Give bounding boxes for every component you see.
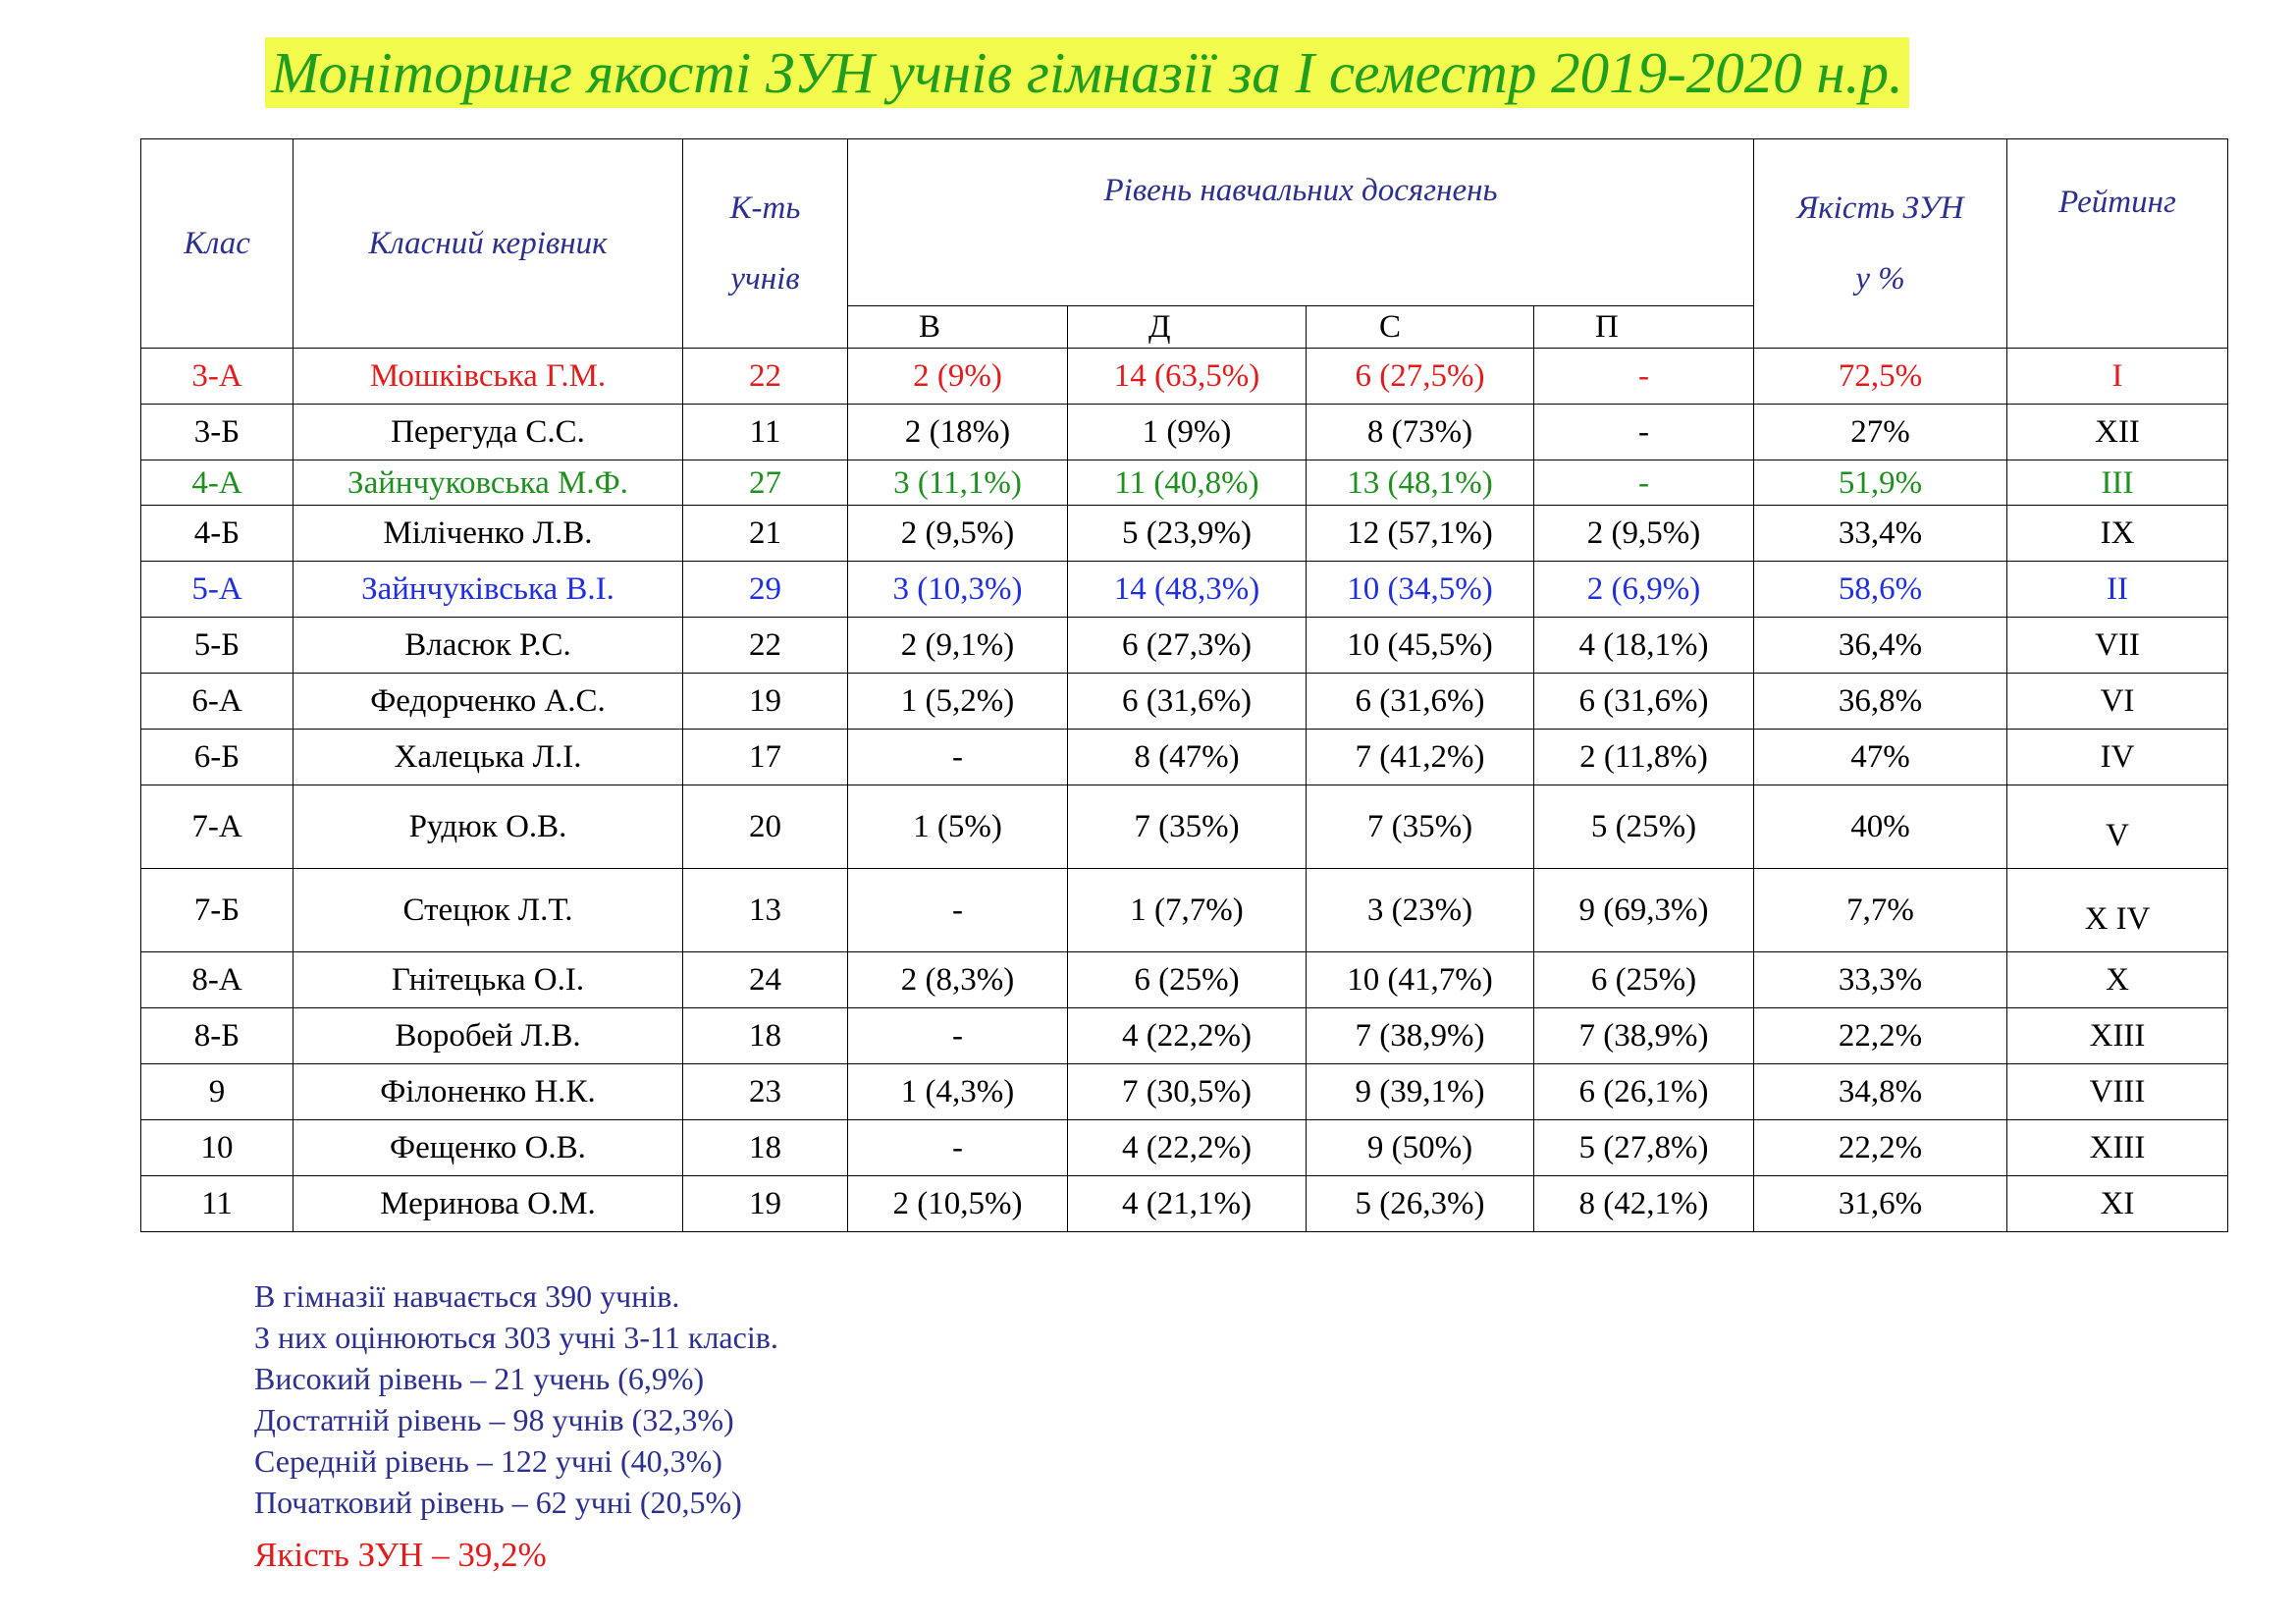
cell-quality: 27% (1754, 405, 2007, 460)
header-count (683, 139, 848, 349)
table-row (141, 730, 2228, 785)
cell-count: 19 (683, 1176, 848, 1232)
cell-rank: XIII (2007, 1120, 2228, 1176)
table-row (141, 460, 2228, 506)
cell-level-s: 10 (45,5%) (1307, 618, 1534, 674)
cell-quality: 22,2% (1754, 1008, 2007, 1064)
cell-rank: I (2007, 349, 2228, 405)
header-rating: Рейтинг (2007, 139, 2228, 349)
cell-level-v: - (848, 730, 1068, 785)
cell-level-v: 2 (9,1%) (848, 618, 1068, 674)
cell-rank: X IV (2007, 869, 2228, 952)
cell-level-d: 1 (7,7%) (1068, 869, 1307, 952)
table-row (141, 618, 2228, 674)
title-container (0, 37, 2296, 108)
cell-level-p: - (1534, 460, 1754, 506)
cell-level-s: 3 (23%) (1307, 869, 1534, 952)
cell-rank: II (2007, 562, 2228, 618)
header-quality (1754, 139, 2007, 349)
cell-level-d: 1 (9%) (1068, 405, 1307, 460)
cell-level-v: - (848, 1120, 1068, 1176)
cell-level-d: 4 (22,2%) (1068, 1120, 1307, 1176)
cell-level-s: 7 (41,2%) (1307, 730, 1534, 785)
cell-class: 11 (141, 1176, 294, 1232)
table-row (141, 405, 2228, 460)
cell-class: 8-Б (141, 1008, 294, 1064)
quality-total: Якість ЗУН – 39,2% (254, 1536, 547, 1574)
cell-teacher: Гнітецька О.І. (294, 952, 683, 1008)
cell-teacher: Мошківська Г.М. (294, 349, 683, 405)
cell-count: 23 (683, 1064, 848, 1120)
cell-count: 11 (683, 405, 848, 460)
cell-class: 3-А (141, 349, 294, 405)
cell-class: 5-Б (141, 618, 294, 674)
cell-rank: V (2007, 785, 2228, 869)
cell-level-v: 2 (9,5%) (848, 506, 1068, 562)
cell-rank: XI (2007, 1176, 2228, 1232)
cell-level-s: 6 (31,6%) (1307, 674, 1534, 730)
cell-class: 4-Б (141, 506, 294, 562)
table-row (141, 1064, 2228, 1120)
cell-count: 20 (683, 785, 848, 869)
table-row (141, 869, 2228, 952)
cell-teacher: Філоненко Н.К. (294, 1064, 683, 1120)
cell-teacher: Власюк Р.С. (294, 618, 683, 674)
cell-teacher: Меринова О.М. (294, 1176, 683, 1232)
cell-level-s: 10 (41,7%) (1307, 952, 1534, 1008)
cell-level-s: 5 (26,3%) (1307, 1176, 1534, 1232)
cell-level-d: 8 (47%) (1068, 730, 1307, 785)
cell-level-p: 6 (25%) (1534, 952, 1754, 1008)
cell-teacher: Зайнчуківська В.І. (294, 562, 683, 618)
cell-level-p: - (1534, 405, 1754, 460)
header-level-s: С (1307, 306, 1534, 349)
cell-class: 5-А (141, 562, 294, 618)
table-row (141, 1008, 2228, 1064)
cell-count: 27 (683, 460, 848, 506)
cell-class: 7-А (141, 785, 294, 869)
cell-level-v: 1 (5%) (848, 785, 1068, 869)
cell-teacher: Зайнчуковська М.Ф. (294, 460, 683, 506)
cell-rank: IV (2007, 730, 2228, 785)
cell-level-p: 2 (9,5%) (1534, 506, 1754, 562)
cell-level-d: 7 (35%) (1068, 785, 1307, 869)
summary-total-students: В гімназії навчається 390 учнів. (254, 1278, 680, 1314)
cell-quality: 47% (1754, 730, 2007, 785)
cell-count: 29 (683, 562, 848, 618)
cell-level-s: 7 (38,9%) (1307, 1008, 1534, 1064)
cell-rank: X (2007, 952, 2228, 1008)
monitoring-table (140, 138, 2228, 1232)
cell-count: 22 (683, 618, 848, 674)
cell-level-s: 6 (27,5%) (1307, 349, 1534, 405)
cell-class: 4-А (141, 460, 294, 506)
cell-class: 8-А (141, 952, 294, 1008)
cell-level-d: 4 (21,1%) (1068, 1176, 1307, 1232)
cell-quality: 22,2% (1754, 1120, 2007, 1176)
cell-quality: 36,8% (1754, 674, 2007, 730)
header-count-line1: К-ть (729, 190, 801, 226)
table-row (141, 1120, 2228, 1176)
cell-teacher: Фещенко О.В. (294, 1120, 683, 1176)
cell-class: 3-Б (141, 405, 294, 460)
cell-teacher: Стецюк Л.Т. (294, 869, 683, 952)
cell-level-d: 14 (48,3%) (1068, 562, 1307, 618)
page-title: Моніторинг якості ЗУН учнів гімназії за І семестр 2019-2020 н.р. (265, 37, 1909, 108)
header-quality-line1: Якість ЗУН (1796, 190, 1964, 226)
cell-level-d: 6 (31,6%) (1068, 674, 1307, 730)
summary-evaluated-students: З них оцінюються 303 учні 3-11 класів. (254, 1320, 778, 1355)
cell-level-p: 4 (18,1%) (1534, 618, 1754, 674)
cell-quality: 58,6% (1754, 562, 2007, 618)
cell-count: 21 (683, 506, 848, 562)
header-level-p: П (1534, 306, 1754, 349)
cell-level-v: 3 (10,3%) (848, 562, 1068, 618)
cell-count: 24 (683, 952, 848, 1008)
cell-level-v: 2 (18%) (848, 405, 1068, 460)
cell-teacher: Рудюк О.В. (294, 785, 683, 869)
cell-level-s: 12 (57,1%) (1307, 506, 1534, 562)
cell-level-s: 13 (48,1%) (1307, 460, 1534, 506)
cell-quality: 51,9% (1754, 460, 2007, 506)
header-class: Клас (141, 139, 294, 349)
cell-teacher: Перегуда С.С. (294, 405, 683, 460)
table-row (141, 1176, 2228, 1232)
table-row (141, 349, 2228, 405)
cell-level-p: 6 (26,1%) (1534, 1064, 1754, 1120)
cell-count: 18 (683, 1120, 848, 1176)
header-quality-line2: у % (1855, 261, 1905, 297)
cell-quality: 34,8% (1754, 1064, 2007, 1120)
cell-rank: VIII (2007, 1064, 2228, 1120)
summary-initial-level: Початковий рівень – 62 учні (20,5%) (254, 1485, 742, 1520)
cell-rank: VI (2007, 674, 2228, 730)
cell-level-p: 2 (11,8%) (1534, 730, 1754, 785)
cell-rank: XII (2007, 405, 2228, 460)
cell-quality: 7,7% (1754, 869, 2007, 952)
table-row (141, 952, 2228, 1008)
cell-level-d: 7 (30,5%) (1068, 1064, 1307, 1120)
cell-count: 18 (683, 1008, 848, 1064)
cell-quality: 31,6% (1754, 1176, 2007, 1232)
cell-rank: III (2007, 460, 2228, 506)
cell-level-p: 2 (6,9%) (1534, 562, 1754, 618)
cell-teacher: Федорченко А.С. (294, 674, 683, 730)
table-row (141, 674, 2228, 730)
cell-teacher: Міліченко Л.В. (294, 506, 683, 562)
cell-quality: 36,4% (1754, 618, 2007, 674)
summary-sufficient-level: Достатній рівень – 98 учнів (32,3%) (254, 1402, 734, 1437)
cell-level-d: 6 (27,3%) (1068, 618, 1307, 674)
cell-teacher: Воробей Л.В. (294, 1008, 683, 1064)
header-count-line2: учнів (730, 261, 800, 297)
cell-level-p: - (1534, 349, 1754, 405)
cell-level-d: 11 (40,8%) (1068, 460, 1307, 506)
cell-quality: 40% (1754, 785, 2007, 869)
cell-class: 6-Б (141, 730, 294, 785)
cell-class: 6-А (141, 674, 294, 730)
cell-quality: 33,4% (1754, 506, 2007, 562)
cell-level-s: 7 (35%) (1307, 785, 1534, 869)
cell-level-v: 3 (11,1%) (848, 460, 1068, 506)
cell-level-v: - (848, 1008, 1068, 1064)
cell-level-v: 1 (5,2%) (848, 674, 1068, 730)
cell-level-s: 9 (50%) (1307, 1120, 1534, 1176)
cell-level-p: 7 (38,9%) (1534, 1008, 1754, 1064)
cell-level-d: 4 (22,2%) (1068, 1008, 1307, 1064)
cell-level-v: 2 (10,5%) (848, 1176, 1068, 1232)
cell-class: 7-Б (141, 869, 294, 952)
cell-count: 13 (683, 869, 848, 952)
cell-rank: VII (2007, 618, 2228, 674)
cell-level-s: 8 (73%) (1307, 405, 1534, 460)
header-row (141, 139, 2228, 306)
cell-count: 19 (683, 674, 848, 730)
cell-level-p: 5 (27,8%) (1534, 1120, 1754, 1176)
cell-level-d: 14 (63,5%) (1068, 349, 1307, 405)
header-level-d: Д (1068, 306, 1307, 349)
cell-level-s: 9 (39,1%) (1307, 1064, 1534, 1120)
cell-level-v: 1 (4,3%) (848, 1064, 1068, 1120)
cell-level-v: 2 (9%) (848, 349, 1068, 405)
cell-level-v: 2 (8,3%) (848, 952, 1068, 1008)
cell-level-p: 8 (42,1%) (1534, 1176, 1754, 1232)
cell-quality: 33,3% (1754, 952, 2007, 1008)
table-row (141, 506, 2228, 562)
cell-count: 17 (683, 730, 848, 785)
cell-teacher: Халецька Л.І. (294, 730, 683, 785)
summary-average-level: Середній рівень – 122 учні (40,3%) (254, 1443, 722, 1479)
cell-level-p: 6 (31,6%) (1534, 674, 1754, 730)
cell-level-d: 5 (23,9%) (1068, 506, 1307, 562)
cell-class: 9 (141, 1064, 294, 1120)
cell-level-p: 5 (25%) (1534, 785, 1754, 869)
header-teacher: Класний керівник (294, 139, 683, 349)
cell-rank: IX (2007, 506, 2228, 562)
cell-rank: XIII (2007, 1008, 2228, 1064)
cell-count: 22 (683, 349, 848, 405)
table-row (141, 785, 2228, 869)
header-levels: Рівень навчальних досягнень (848, 139, 1754, 306)
header-level-v: В (848, 306, 1068, 349)
cell-level-s: 10 (34,5%) (1307, 562, 1534, 618)
cell-class: 10 (141, 1120, 294, 1176)
summary-high-level: Високий рівень – 21 учень (6,9%) (254, 1361, 705, 1396)
cell-level-d: 6 (25%) (1068, 952, 1307, 1008)
cell-level-v: - (848, 869, 1068, 952)
cell-quality: 72,5% (1754, 349, 2007, 405)
cell-level-p: 9 (69,3%) (1534, 869, 1754, 952)
table-row (141, 562, 2228, 618)
summary-block (254, 1275, 778, 1523)
